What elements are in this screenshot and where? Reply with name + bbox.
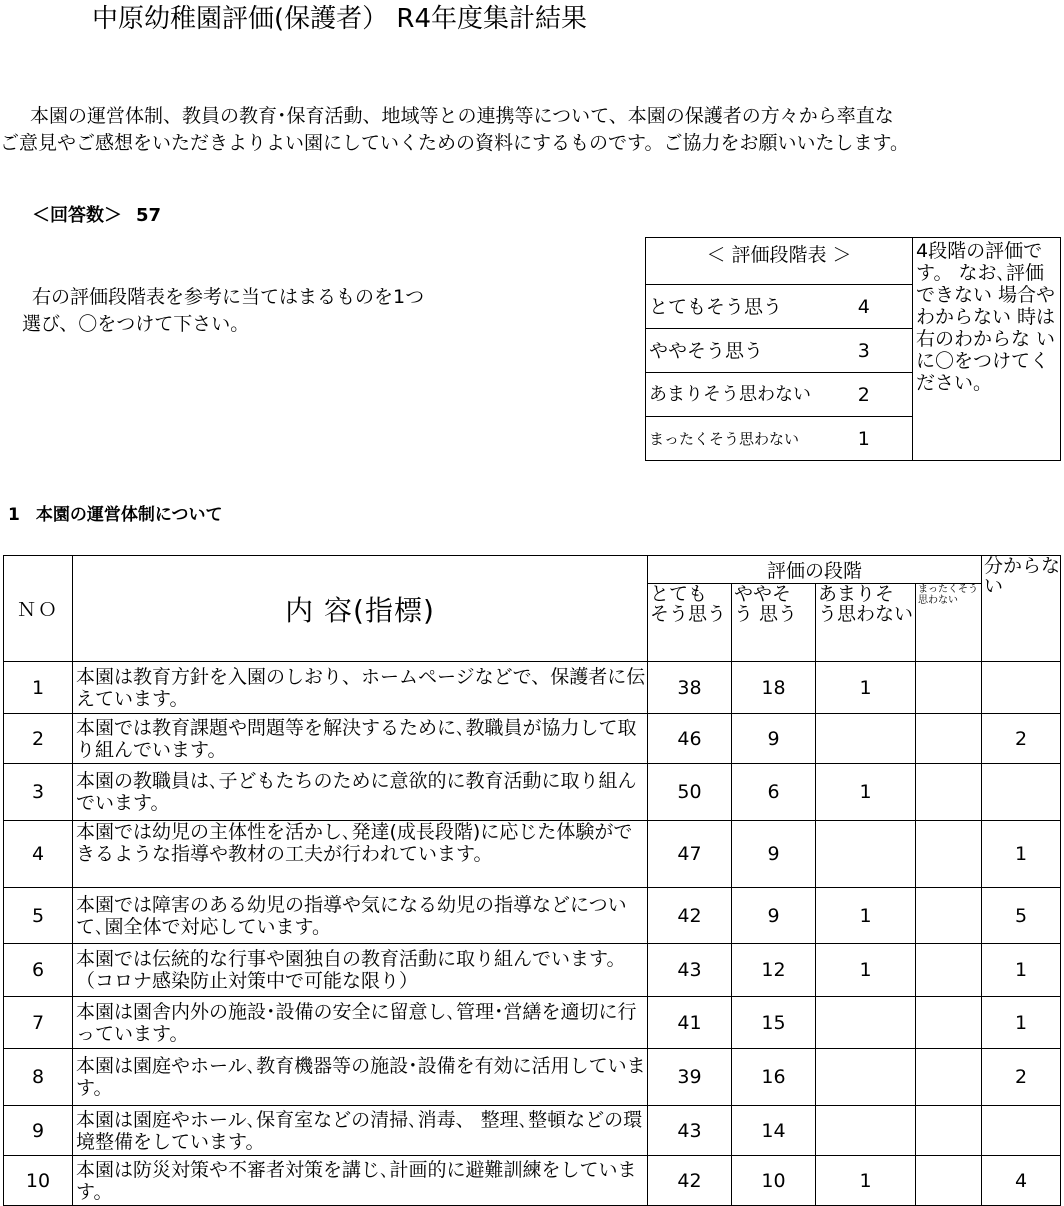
row-number: 7 (4, 997, 73, 1049)
header-rating-group: 評価の段階 (648, 556, 982, 584)
row-value-3: 9 (732, 888, 816, 944)
row-number: 9 (4, 1106, 73, 1156)
row-value-4: 42 (648, 1156, 732, 1206)
scale-value: 4 (816, 285, 913, 329)
row-text: 本園では幼児の主体性を活かし､発達(成長段階)に応じた体験ができるような指導や教材の工夫が行われています。 (73, 821, 648, 888)
table-row (4, 944, 1061, 997)
row-text: 本園は教育方針を入園のしおり、ホームページなどで、保護者に伝えています。 (73, 662, 648, 714)
scale-label: とてもそう思う (646, 285, 816, 329)
page-title: 中原幼稚園評価(保護者） R4年度集計結果 (92, 4, 588, 34)
row-value-unknown (982, 1106, 1061, 1156)
intro-line: ご意見やご感想をいただきよりよい園にしていくための資料にするものです。ご協力をお願いいたします。 (0, 132, 909, 154)
row-value-1 (916, 1049, 982, 1106)
row-value-unknown: 1 (982, 997, 1061, 1049)
table-row (4, 662, 1061, 714)
row-value-unknown: 2 (982, 1049, 1061, 1106)
row-value-4: 43 (648, 944, 732, 997)
row-value-4: 39 (648, 1049, 732, 1106)
row-value-2: 1 (816, 764, 916, 821)
header-no: ＮＯ (4, 556, 73, 662)
row-value-unknown (982, 764, 1061, 821)
row-value-2: 1 (816, 1156, 916, 1206)
row-value-1 (916, 821, 982, 888)
section-number: 1 (8, 505, 20, 525)
row-number: 3 (4, 764, 73, 821)
section-heading (8, 500, 223, 525)
table-row (4, 1049, 1061, 1106)
row-text: 本園は防災対策や不審者対策を講じ､計画的に避難訓練をしています。 (73, 1156, 648, 1206)
row-value-1 (916, 1156, 982, 1206)
row-value-3: 6 (732, 764, 816, 821)
table-row (4, 714, 1061, 764)
response-count (32, 201, 161, 227)
scale-value: 3 (816, 329, 913, 373)
row-value-4: 50 (648, 764, 732, 821)
row-value-4: 41 (648, 997, 732, 1049)
row-text: 本園では障害のある幼児の指導や気になる幼児の指導などについて､園全体で対応しています。 (73, 888, 648, 944)
row-value-4: 42 (648, 888, 732, 944)
row-number: 5 (4, 888, 73, 944)
row-value-4: 47 (648, 821, 732, 888)
intro-line: 本園の運営体制、教員の教育･保育活動、地域等との連携等について、本園の保護者の方々から率直な (30, 105, 894, 127)
row-value-4: 38 (648, 662, 732, 714)
row-value-unknown: 1 (982, 821, 1061, 888)
row-text: 本園の教職員は､子どもたちのために意欲的に教育活動に取り組んでいます。 (73, 764, 648, 821)
rating-scale-note: 4段階の評価です。 なお､評価できない 場合やわからない 時は右のわからな いに〇をつけてください。 (913, 238, 1061, 461)
row-text: 本園は園舎内外の施設･設備の安全に留意し､管理･営繕を適切に行っています。 (73, 997, 648, 1049)
row-value-3: 15 (732, 997, 816, 1049)
row-value-unknown: 1 (982, 944, 1061, 997)
scale-value: 1 (816, 417, 913, 461)
row-value-1 (916, 1106, 982, 1156)
row-value-4: 46 (648, 714, 732, 764)
row-number: 2 (4, 714, 73, 764)
row-value-unknown: 2 (982, 714, 1061, 764)
row-value-1 (916, 764, 982, 821)
row-value-2 (816, 714, 916, 764)
row-value-2 (816, 821, 916, 888)
instruction-line: 選び、〇をつけて下さい。 (22, 313, 250, 335)
header-rating-4: とても そう思う (648, 584, 732, 662)
scale-value: 2 (816, 373, 913, 417)
intro-text (0, 103, 909, 157)
table-row (4, 1156, 1061, 1206)
row-value-3: 10 (732, 1156, 816, 1206)
row-value-1 (916, 997, 982, 1049)
row-value-3: 18 (732, 662, 816, 714)
section-title: 本園の運営体制について (35, 505, 223, 525)
table-row (4, 821, 1061, 888)
scale-label: あまりそう思わない (646, 373, 816, 417)
row-value-2: 1 (816, 888, 916, 944)
instruction-text (22, 284, 424, 338)
header-rating-2: あまりそ う思わない (816, 584, 916, 662)
row-value-2 (816, 1106, 916, 1156)
row-value-1 (916, 888, 982, 944)
row-value-3: 16 (732, 1049, 816, 1106)
rating-scale-header: ＜ 評価段階表 ＞ (646, 238, 913, 285)
header-rating-3: ややそ う 思う (732, 584, 816, 662)
row-number: 1 (4, 662, 73, 714)
instruction-line: 右の評価段階表を参考に当てはまるものを1つ (32, 286, 425, 308)
row-number: 6 (4, 944, 73, 997)
row-value-2: 1 (816, 944, 916, 997)
row-text: 本園は園庭やホール､保育室などの清掃､消毒、 整理､整頓などの環境整備をしています。 (73, 1106, 648, 1156)
row-number: 8 (4, 1049, 73, 1106)
row-value-unknown (982, 662, 1061, 714)
row-value-4: 43 (648, 1106, 732, 1156)
row-value-unknown: 5 (982, 888, 1061, 944)
table-row (4, 764, 1061, 821)
header-rating-1: まったくそう思わない (916, 584, 982, 662)
rating-scale-table (645, 237, 1061, 461)
row-number: 10 (4, 1156, 73, 1206)
row-text: 本園では教育課題や問題等を解決するために､教職員が協力して取り組んでいます。 (73, 714, 648, 764)
row-number: 4 (4, 821, 73, 888)
row-value-3: 14 (732, 1106, 816, 1156)
row-value-3: 9 (732, 821, 816, 888)
scale-label: ややそう思う (646, 329, 816, 373)
row-value-unknown: 4 (982, 1156, 1061, 1206)
header-unknown: 分からない (982, 556, 1061, 662)
row-value-2 (816, 1049, 916, 1106)
header-content: 内 容(指標) (73, 556, 648, 662)
row-value-3: 9 (732, 714, 816, 764)
scale-label: まったくそう思わない (646, 417, 816, 461)
table-row (4, 1106, 1061, 1156)
row-value-1 (916, 944, 982, 997)
row-text: 本園では伝統的な行事や園独自の教育活動に取り組んでいます。（コロナ感染防止対策中で可能な限り） (73, 944, 648, 997)
table-row (4, 997, 1061, 1049)
row-value-2 (816, 997, 916, 1049)
response-count-label: ＜回答数＞ (32, 205, 122, 226)
row-value-2: 1 (816, 662, 916, 714)
evaluation-table (3, 555, 1061, 1206)
row-value-3: 12 (732, 944, 816, 997)
response-count-value: 57 (136, 205, 162, 226)
row-value-1 (916, 714, 982, 764)
row-text: 本園は園庭やホール､教育機器等の施設･設備を有効に活用しています。 (73, 1049, 648, 1106)
table-row (4, 888, 1061, 944)
row-value-1 (916, 662, 982, 714)
